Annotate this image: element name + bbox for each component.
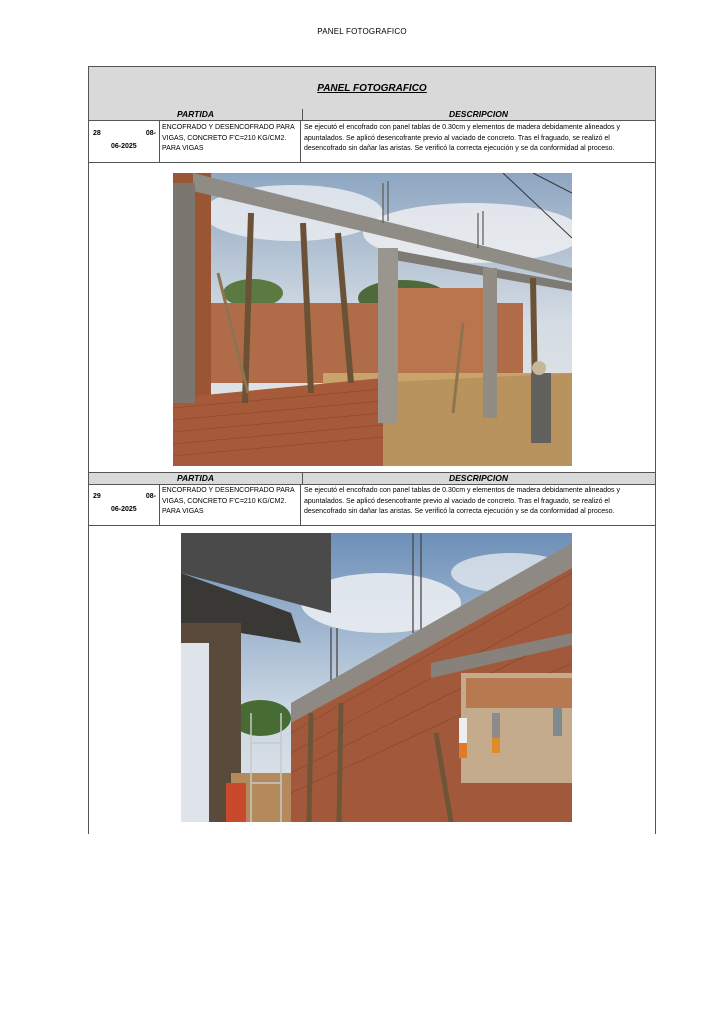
entry-descripcion: Se ejecutó el encofrado con panel tablas de 0.30cm y elementos de madera debidamente alineados y apuntalados. Se aplicó desencofrante previo al vaciado de concreto. Tras el fraguado, se realizó el desencofrado sin dañar las aristas. Se verificó la correcta ejecución y se da conformidad al proceso. [304,487,620,515]
entry-partida: ENCOFRADO Y DESENCOFRADO PARA VIGAS, CONCRETO F'C=210 KG/CM2. PARA VIGAS [159,121,301,162]
page-header: PANEL FOTOGRAFICO [317,27,407,36]
entry-date-part1: 08- [145,130,156,137]
descripcion-header: DESCRIPCION [448,109,509,119]
descripcion-header: DESCRIPCION [448,473,509,483]
column-header-row [89,109,655,121]
entry-partida: ENCOFRADO Y DESENCOFRADO PARA VIGAS, CONCRETO F'C=210 KG/CM2. PARA VIGAS [159,484,301,525]
entry-row [89,121,655,163]
entry-date-part2: 06-2025 [111,143,137,150]
panel-title-band [89,66,655,110]
entry-row [89,484,655,526]
photo-panel-sheet [88,66,656,834]
entry-number-cell [89,121,160,162]
entry-number: 28 [93,130,101,137]
construction-photo-1 [173,173,572,466]
entry-date-part1: 08- [145,493,156,500]
panel-title: PANEL FOTOGRAFICO [317,82,427,94]
entry-number-cell [89,484,160,525]
entry-number: 29 [93,493,101,500]
partida-header: PARTIDA [89,473,303,484]
construction-photo-2 [181,533,572,822]
partida-header: PARTIDA [89,109,303,120]
entry-date-part2: 06-2025 [111,506,137,513]
entry-descripcion: Se ejecutó el encofrado con panel tablas de 0.30cm y elementos de madera debidamente alineados y apuntalados. Se aplicó desencofrante previo al vaciado de concreto. Tras el fraguado, se realizó el desencofrado sin dañar las aristas. Se verificó la correcta ejecución y se da conformidad al proceso. [304,124,620,152]
